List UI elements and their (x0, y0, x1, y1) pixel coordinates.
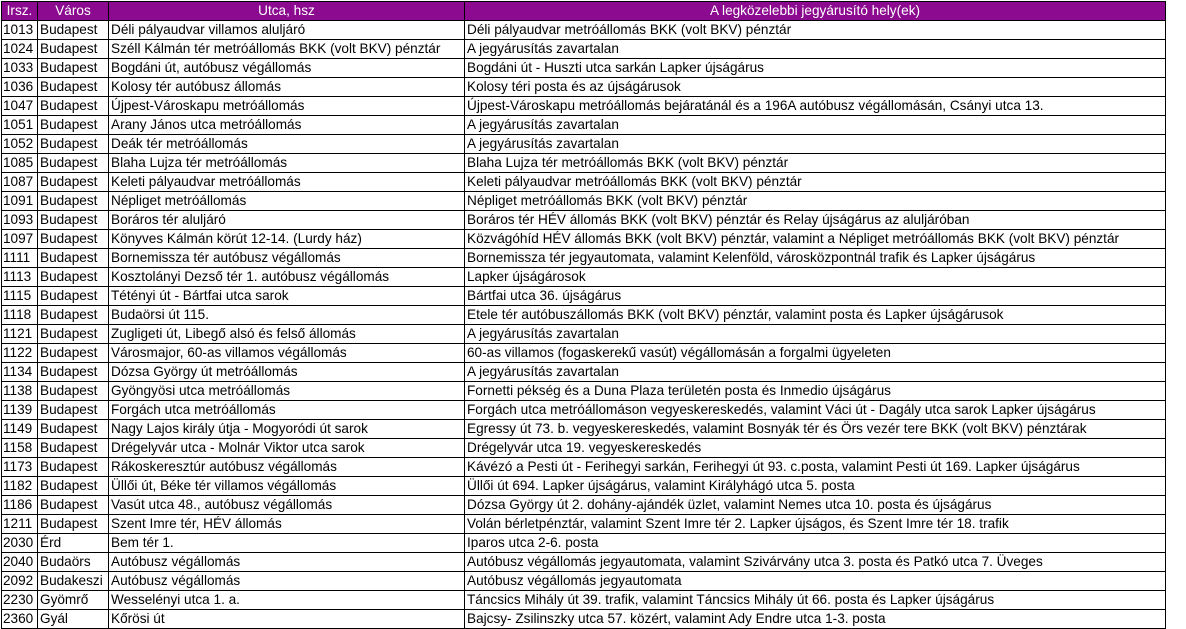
ticket-sales-cell: A jegyárusítás zavartalan (465, 363, 1166, 382)
table-row (2, 515, 1166, 534)
city-cell: Budapest (38, 97, 109, 116)
header-row (2, 2, 1166, 21)
zip-cell: 2040 (2, 553, 38, 572)
city-cell: Budapest (38, 382, 109, 401)
street-cell: Széll Kálmán tér metróállomás BKK (volt BKV) pénztár (109, 40, 465, 59)
ticket-sales-cell: Újpest-Városkapu metróállomás bejáratánál és a 196A autóbusz végállomásán, Csányi utca 13. (465, 97, 1166, 116)
zip-cell: 2230 (2, 591, 38, 610)
street-cell: Drégelyvár utca - Molnár Viktor utca sarok (109, 439, 465, 458)
zip-cell: 1122 (2, 344, 38, 363)
street-cell: Vasút utca 48., autóbusz végállomás (109, 496, 465, 515)
zip-cell: 1134 (2, 363, 38, 382)
table-row (2, 458, 1166, 477)
header-street: Utca, hsz (109, 2, 465, 21)
street-cell: Budaörsi út 115. (109, 306, 465, 325)
ticket-sales-cell: Bogdáni út - Huszti utca sarkán Lapker újságárus (465, 59, 1166, 78)
street-cell: Újpest-Városkapu metróállomás (109, 97, 465, 116)
zip-cell: 1087 (2, 173, 38, 192)
table-row (2, 325, 1166, 344)
zip-cell: 1182 (2, 477, 38, 496)
table-row (2, 344, 1166, 363)
zip-cell: 1047 (2, 97, 38, 116)
city-cell: Budapest (38, 515, 109, 534)
street-cell: Boráros tér aluljáró (109, 211, 465, 230)
street-cell: Bornemissza tér autóbusz végállomás (109, 249, 465, 268)
city-cell: Budapest (38, 78, 109, 97)
street-cell: Zugligeti út, Libegő alsó és felső állomás (109, 325, 465, 344)
table-row (2, 192, 1166, 211)
ticket-sales-cell: Dózsa György út 2. dohány-ajándék üzlet, valamint Nemes utca 10. posta és újságárus (465, 496, 1166, 515)
table-row (2, 439, 1166, 458)
zip-cell: 2360 (2, 610, 38, 629)
street-cell: Bem tér 1. (109, 534, 465, 553)
zip-cell: 1091 (2, 192, 38, 211)
table-row (2, 211, 1166, 230)
table-row (2, 116, 1166, 135)
street-cell: Üllői út, Béke tér villamos végállomás (109, 477, 465, 496)
street-cell: Déli pályaudvar villamos aluljáró (109, 21, 465, 40)
table-row (2, 287, 1166, 306)
zip-cell: 1115 (2, 287, 38, 306)
ticket-sales-cell: Blaha Lujza tér metróállomás BKK (volt BKV) pénztár (465, 154, 1166, 173)
city-cell: Budapest (38, 116, 109, 135)
header-city: Város (38, 2, 109, 21)
street-cell: Blaha Lujza tér metróállomás (109, 154, 465, 173)
street-cell: Népliget metróállomás (109, 192, 465, 211)
zip-cell: 1111 (2, 249, 38, 268)
zip-cell: 1138 (2, 382, 38, 401)
city-cell: Budapest (38, 230, 109, 249)
ticket-sales-cell: Bajcsy- Zsilinszky utca 57. közért, valamint Ady Endre utca 1-3. posta (465, 610, 1166, 629)
ticket-sales-cell: Táncsics Mihály út 39. trafik, valamint Táncsics Mihály út 66. posta és Lapker újságárus (465, 591, 1166, 610)
street-cell: Kőrösi út (109, 610, 465, 629)
table-row (2, 382, 1166, 401)
street-cell: Keleti pályaudvar metróállomás (109, 173, 465, 192)
zip-cell: 1121 (2, 325, 38, 344)
street-cell: Gyöngyösi utca metróállomás (109, 382, 465, 401)
city-cell: Budapest (38, 325, 109, 344)
ticket-sales-cell: 60-as villamos (fogaskerekű vasút) végállomásán a forgalmi ügyeleten (465, 344, 1166, 363)
ticket-sales-cell: Kávézó a Pesti út - Ferihegyi sarkán, Ferihegyi út 93. c.posta, valamint Pesti út 169. Lapker újságárus (465, 458, 1166, 477)
ticket-sales-cell: Etele tér autóbuszállomás BKK (volt BKV) pénztár, valamint posta és Lapker újságárusok (465, 306, 1166, 325)
ticket-sales-cell: Forgách utca metróállomáson vegyeskereskedés, valamint Váci út - Dagály utca sarok Lapker újságárus (465, 401, 1166, 420)
table-row (2, 477, 1166, 496)
ticket-sales-table (1, 1, 1166, 629)
zip-cell: 1158 (2, 439, 38, 458)
zip-cell: 1013 (2, 21, 38, 40)
zip-cell: 1186 (2, 496, 38, 515)
ticket-sales-cell: Bornemissza tér jegyautomata, valamint Kelenföld, városközpontnál trafik és Lapker újságárus (465, 249, 1166, 268)
city-cell: Budapest (38, 59, 109, 78)
table-body (2, 21, 1166, 629)
zip-cell: 1051 (2, 116, 38, 135)
city-cell: Budapest (38, 40, 109, 59)
ticket-sales-cell: Boráros tér HÉV állomás BKK (volt BKV) pénztár és Relay újságárus az aluljáróban (465, 211, 1166, 230)
ticket-sales-cell: Déli pályaudvar metróállomás BKK (volt BKV) pénztár (465, 21, 1166, 40)
street-cell: Wesselényi utca 1. a. (109, 591, 465, 610)
city-cell: Budapest (38, 458, 109, 477)
street-cell: Arany János utca metróállomás (109, 116, 465, 135)
city-cell: Budaörs (38, 553, 109, 572)
table-row (2, 572, 1166, 591)
table-row (2, 496, 1166, 515)
ticket-sales-cell: Kolosy téri posta és az újságárusok (465, 78, 1166, 97)
city-cell: Budapest (38, 173, 109, 192)
zip-cell: 1149 (2, 420, 38, 439)
city-cell: Budakeszi (38, 572, 109, 591)
city-cell: Budapest (38, 192, 109, 211)
zip-cell: 1024 (2, 40, 38, 59)
city-cell: Budapest (38, 420, 109, 439)
city-cell: Budapest (38, 344, 109, 363)
city-cell: Budapest (38, 439, 109, 458)
zip-cell: 1033 (2, 59, 38, 78)
zip-cell: 1093 (2, 211, 38, 230)
zip-cell: 1052 (2, 135, 38, 154)
table-row (2, 610, 1166, 629)
zip-cell: 1139 (2, 401, 38, 420)
ticket-sales-cell: Autóbusz végállomás jegyautomata, valamint Szivárvány utca 3. posta és Patkó utca 7. Üveges (465, 553, 1166, 572)
table-row (2, 230, 1166, 249)
street-cell: Könyves Kálmán körút 12-14. (Lurdy ház) (109, 230, 465, 249)
table-row (2, 78, 1166, 97)
table-row (2, 553, 1166, 572)
city-cell: Budapest (38, 477, 109, 496)
ticket-sales-cell: Drégelyvár utca 19. vegyeskereskedés (465, 439, 1166, 458)
street-cell: Nagy Lajos király útja - Mogyoródi út sarok (109, 420, 465, 439)
table-row (2, 534, 1166, 553)
ticket-sales-cell: Üllői út 694. Lapker újságárus, valamint Királyhágó utca 5. posta (465, 477, 1166, 496)
table-row (2, 135, 1166, 154)
table-row (2, 249, 1166, 268)
ticket-sales-cell: A jegyárusítás zavartalan (465, 135, 1166, 154)
city-cell: Budapest (38, 306, 109, 325)
ticket-sales-cell: Keleti pályaudvar metróállomás BKK (volt BKV) pénztár (465, 173, 1166, 192)
table-row (2, 306, 1166, 325)
ticket-sales-cell: A jegyárusítás zavartalan (465, 325, 1166, 344)
ticket-sales-cell: Egressy út 73. b. vegyeskereskedés, valamint Bosnyák tér és Örs vezér tere BKK (volt BKV) pénztárak (465, 420, 1166, 439)
city-cell: Budapest (38, 135, 109, 154)
street-cell: Szent Imre tér, HÉV állomás (109, 515, 465, 534)
zip-cell: 1097 (2, 230, 38, 249)
table-row (2, 591, 1166, 610)
city-cell: Budapest (38, 21, 109, 40)
zip-cell: 1085 (2, 154, 38, 173)
street-cell: Dózsa György út metróállomás (109, 363, 465, 382)
street-cell: Forgách utca metróállomás (109, 401, 465, 420)
street-cell: Bogdáni út, autóbusz végállomás (109, 59, 465, 78)
ticket-sales-cell: Fornetti pékség és a Duna Plaza területén posta és Inmedio újságárus (465, 382, 1166, 401)
table-row (2, 268, 1166, 287)
city-cell: Budapest (38, 496, 109, 515)
ticket-sales-cell: Autóbusz végállomás jegyautomata (465, 572, 1166, 591)
ticket-sales-cell: Iparos utca 2-6. posta (465, 534, 1166, 553)
city-cell: Budapest (38, 401, 109, 420)
table-row (2, 40, 1166, 59)
table-header (2, 2, 1166, 21)
table-row (2, 420, 1166, 439)
ticket-sales-cell: Bártfai utca 36. újságárus (465, 287, 1166, 306)
zip-cell: 1036 (2, 78, 38, 97)
city-cell: Budapest (38, 211, 109, 230)
ticket-sales-cell: A jegyárusítás zavartalan (465, 40, 1166, 59)
city-cell: Érd (38, 534, 109, 553)
street-cell: Városmajor, 60-as villamos végállomás (109, 344, 465, 363)
zip-cell: 2030 (2, 534, 38, 553)
street-cell: Tétényi út - Bártfai utca sarok (109, 287, 465, 306)
ticket-sales-cell: Népliget metróállomás BKK (volt BKV) pénztár (465, 192, 1166, 211)
ticket-sales-cell: A jegyárusítás zavartalan (465, 116, 1166, 135)
table-row (2, 363, 1166, 382)
city-cell: Budapest (38, 268, 109, 287)
street-cell: Deák tér metróállomás (109, 135, 465, 154)
city-cell: Budapest (38, 249, 109, 268)
ticket-sales-cell: Közvágóhíd HÉV állomás BKK (volt BKV) pénztár, valamint a Népliget metróállomás BKK (volt BKV) pénztár (465, 230, 1166, 249)
city-cell: Gyömrő (38, 591, 109, 610)
street-cell: Kosztolányi Dezső tér 1. autóbusz végállomás (109, 268, 465, 287)
header-nearest-ticket-sales: A legközelebbi jegyárusító hely(ek) (465, 2, 1166, 21)
table-row (2, 401, 1166, 420)
zip-cell: 2092 (2, 572, 38, 591)
ticket-sales-cell: Lapker újságárosok (465, 268, 1166, 287)
table-row (2, 59, 1166, 78)
city-cell: Budapest (38, 154, 109, 173)
ticket-sales-cell: Volán bérletpénztár, valamint Szent Imre tér 2. Lapker újságos, és Szent Imre tér 18. trafik (465, 515, 1166, 534)
zip-cell: 1173 (2, 458, 38, 477)
zip-cell: 1211 (2, 515, 38, 534)
city-cell: Budapest (38, 287, 109, 306)
zip-cell: 1118 (2, 306, 38, 325)
table-row (2, 154, 1166, 173)
street-cell: Autóbusz végállomás (109, 572, 465, 591)
street-cell: Autóbusz végállomás (109, 553, 465, 572)
city-cell: Budapest (38, 363, 109, 382)
table-row (2, 97, 1166, 116)
table-row (2, 173, 1166, 192)
header-zip: Irsz. (2, 2, 38, 21)
street-cell: Kolosy tér autóbusz állomás (109, 78, 465, 97)
table-row (2, 21, 1166, 40)
city-cell: Gyál (38, 610, 109, 629)
street-cell: Rákoskeresztúr autóbusz végállomás (109, 458, 465, 477)
zip-cell: 1113 (2, 268, 38, 287)
